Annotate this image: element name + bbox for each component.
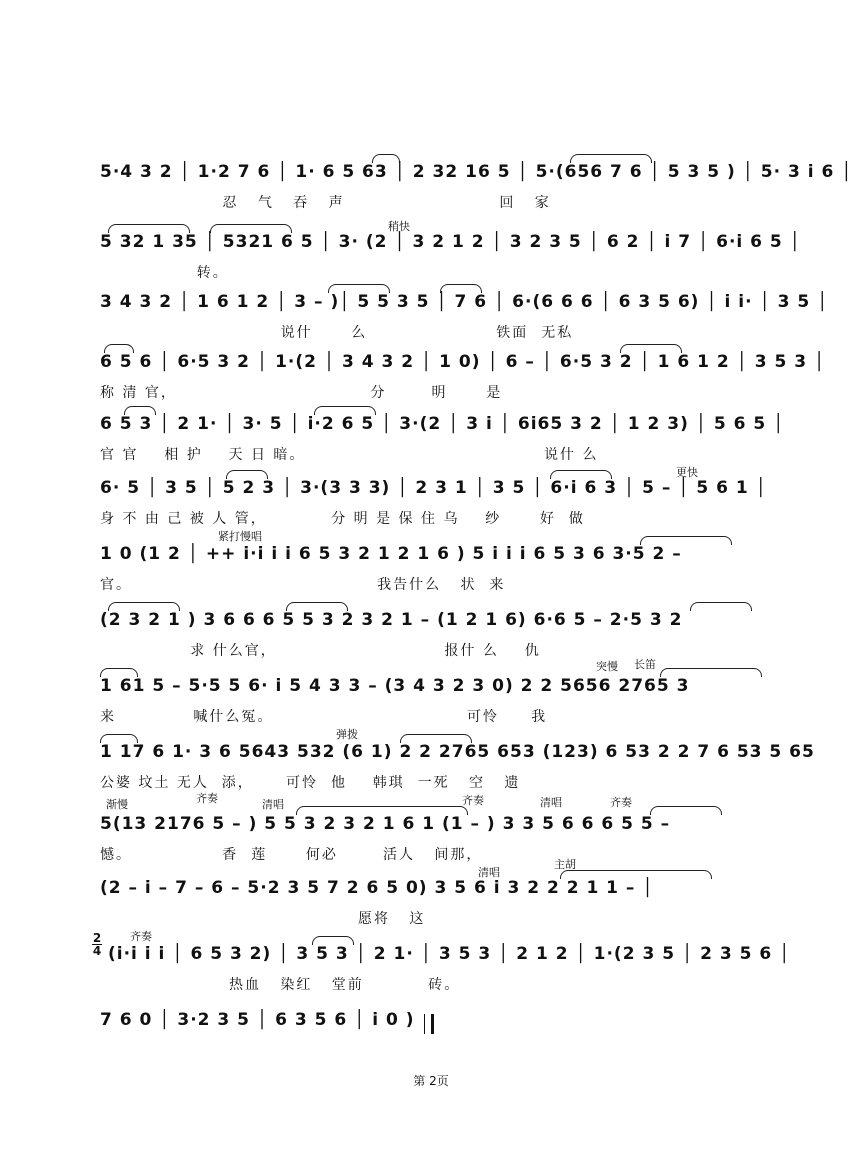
score-system-4 [100, 352, 826, 414]
performance-annotation: 紧打慢唱 [218, 530, 262, 543]
performance-annotation: 更快 [676, 466, 698, 479]
score-system-11 [100, 792, 768, 876]
notation-line: 3 4 3 2 │ 1 6 1 2 │ 3 – )│ 5 5 3 5 │ 7 6 │ 6·(6 6 6 │ 6 3 5 6) │ i i· │ 3 5 │ [100, 292, 829, 312]
lyrics-line: 称 清 官， 分 明 是 [100, 385, 503, 401]
score-system-2 [100, 220, 801, 294]
performance-annotation: 齐奏 [196, 792, 218, 805]
performance-annotation: 齐奏 [462, 794, 484, 807]
lyrics-line: 身 不 由 己 被 人 管， 分 明 是 保 住 乌 纱 好 做 [100, 511, 585, 527]
score-system-9 [100, 658, 768, 738]
notation-line: 1 17 6 1· 3 6 5643 532 (6 1) 2 2 2765 653 (123) 6 53 2 2 7 6 53 5 65 [100, 742, 815, 762]
score-system-14 [100, 1010, 768, 1072]
score-system-8 [100, 610, 768, 672]
notation-line: 6 5 3 │ 2 1· │ 3· 5 │ i·2 6 5 │ 3·(2 │ 3 i │ 6i65 3 2 │ 1 2 3) │ 5 6 5 │ [100, 414, 785, 434]
time-signature: 2 4 [92, 931, 102, 958]
lyrics-line: 官 官 相 护 天 日 暗。 说什 么 [100, 447, 599, 463]
score-system-6 [100, 466, 768, 540]
performance-annotation: 稍快 [388, 220, 410, 233]
lyrics-line: 求 什么官， 报什 么 仇 [100, 643, 541, 659]
notation-line: 6 5 6 │ 6·5 3 2 │ 1·(2 │ 3 4 3 2 │ 1 0) │ 6 – │ 6·5 3 2 │ 1 6 1 2 │ 3 5 3 │ [100, 352, 826, 372]
notation-line: 6· 5 │ 3 5 │ 5 2 3 │ 3·(3 3 3) │ 2 3 1 │ 3 5 │ 6·i 6 3 │ 5 – │ 5 6 1 │ [100, 478, 767, 498]
performance-annotation: 齐奏 [130, 930, 152, 943]
lyrics-line: 来 喊什么冤。 可怜 我 [100, 709, 548, 725]
lyrics-line: 公婆 坟土 无人 添， 可怜 他 韩琪 一死 空 遗 [100, 775, 521, 791]
notation-line: 1 0 (1 2 │ ++ i·i i i 6 5 3 2 1 2 1 6 ) 5 i i i 6 5 3 6 3·5 2 – [100, 544, 682, 564]
notation-line: 5·4 3 2 │ 1·2 7 6 │ 1· 6 5 63 │ 2 32 16 5 │ 5·(656 7 6 │ 5 3 5 ) │ 5· 3 i 6 │ [100, 162, 853, 182]
performance-annotation: 齐奏 [610, 796, 632, 809]
notation-line: 7 6 0 │ 3·2 3 5 │ 6 3 5 6 │ i 0 ) [100, 1010, 415, 1030]
notation-line: 5(13 2176 5 – ) 5 5 3 2 3 2 1 6 1 (1 – ) 3 3 5 6 6 6 5 5 – [100, 814, 671, 834]
lyrics-line: 忍 气 吞 声 回 家 [100, 195, 551, 211]
notation-line: (i·i i i │ 6 5 3 2) │ 3 5 3 │ 2 1· │ 3 5 3 │ 2 1 2 │ 1·(2 3 5 │ 2 3 5 6 │ [108, 944, 791, 964]
performance-annotation: 长笛 [634, 658, 656, 671]
score-system-7 [100, 530, 768, 606]
performance-annotation: 清唱 [478, 866, 500, 879]
performance-annotation: 渐慢 [106, 798, 128, 811]
lyrics-line: 官。 我告什么 状 来 [100, 577, 506, 593]
performance-annotation: 弹拨 [336, 728, 358, 741]
score-system-5 [100, 414, 785, 476]
performance-annotation: 清唱 [262, 798, 284, 811]
performance-annotation: 主胡 [554, 858, 576, 871]
performance-annotation: 突慢 [596, 660, 618, 673]
score-system-13 [92, 930, 791, 1006]
notation-line: (2 – i – 7 – 6 – 5·2 3 5 7 2 6 5 0) 3 5 6 i 3 2 2 2 1 1 – │ [100, 878, 654, 898]
lyrics-line: 憾。 香 莲 何必 活人 间那， [100, 847, 483, 863]
page-number: 第 2页 [413, 1074, 449, 1088]
notation-line: 1 61 5 – 5·5 5 6· i 5 4 3 3 – (3 4 3 2 3 0) 2 2 5656 2765 3 [100, 676, 690, 696]
notation-line: (2 3 2 1 ) 3 6 6 6 5 5 3 2 3 2 1 – (1 2 1 6) 6·6 5 – 2·5 3 2 [100, 610, 683, 630]
lyrics-line: 转。 [100, 265, 229, 281]
lyrics-line: 说什 么 铁面 无私 [100, 325, 574, 341]
score-system-12 [100, 858, 768, 940]
score-system-1 [100, 162, 853, 224]
final-barline [424, 1014, 434, 1034]
notation-line: 5 32 1 35 │ 5321 6 5 │ 3· (2 │ 3 2 1 2 │ 3 2 3 5 │ 6 2 │ i 7 │ 6·i 6 5 │ [100, 232, 801, 252]
performance-annotation: 清唱 [540, 796, 562, 809]
lyrics-line: 愿将 这 [100, 911, 426, 927]
lyrics-line: 热血 染红 堂前 砖。 [100, 977, 461, 993]
